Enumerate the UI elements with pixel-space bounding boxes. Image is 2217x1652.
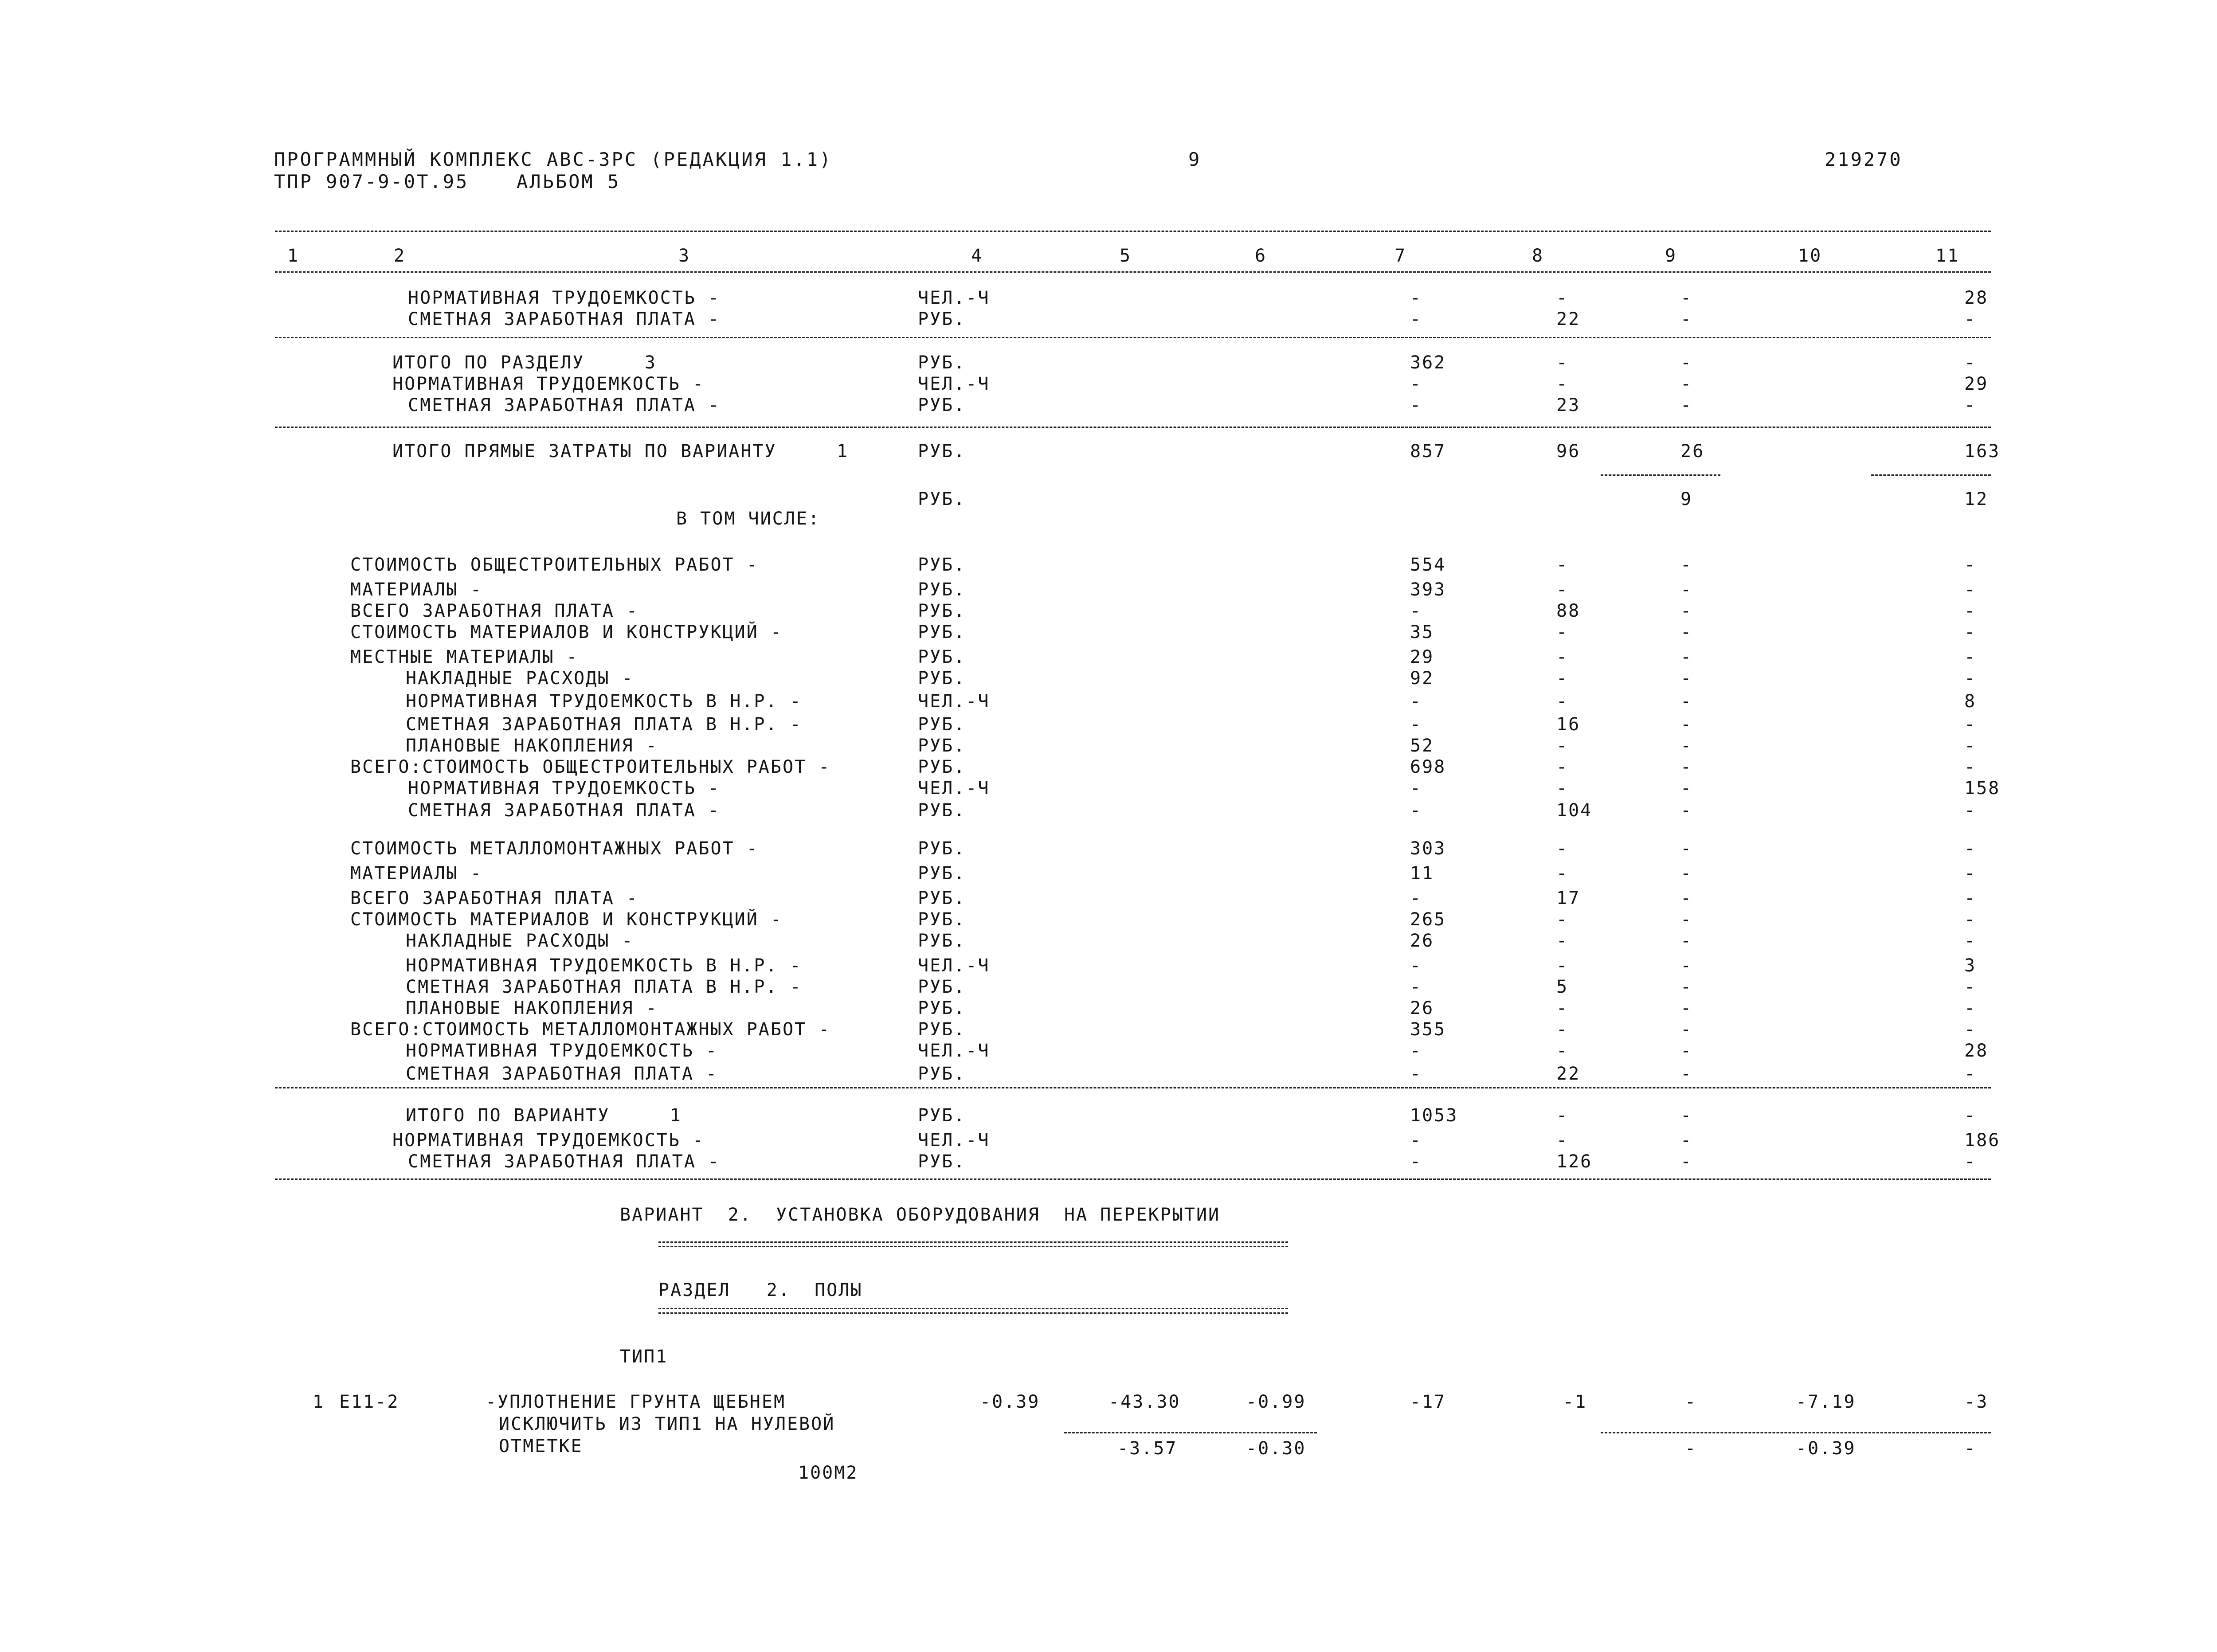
row-col9: - (1680, 309, 1693, 329)
row-col11: - (1964, 838, 1977, 859)
row-unit: РУБ. (918, 395, 966, 415)
row-col8: - (1556, 691, 1569, 712)
row-col7: - (1410, 800, 1422, 821)
item-name-line1: -УПЛОТНЕНИЕ ГРУНТА ЩЕБНЕМ (486, 1392, 786, 1412)
row-col9: - (1680, 555, 1693, 575)
row-label: СМЕТНАЯ ЗАРАБОТНАЯ ПЛАТА - (408, 800, 721, 821)
column-header-8: 8 (1532, 246, 1544, 266)
row-col7: 29 (1410, 647, 1434, 667)
row-col11: - (1964, 1019, 1977, 1040)
column-header-10: 10 (1798, 246, 1822, 266)
row-col9: - (1680, 714, 1693, 735)
row-col8: - (1556, 1019, 1569, 1040)
row-col11: - (1964, 668, 1977, 689)
row-col8: - (1556, 352, 1569, 373)
row-col8: - (1556, 909, 1569, 930)
row-unit: РУБ. (918, 888, 966, 908)
row-col7: - (1410, 374, 1422, 394)
row-unit: РУБ. (918, 998, 966, 1018)
row-unit: РУБ. (918, 909, 966, 930)
row-col11: - (1964, 998, 1977, 1018)
row-col8: - (1556, 622, 1569, 642)
item-col4: -0.39 (980, 1392, 1040, 1412)
row-col11: - (1964, 736, 1977, 756)
row-col7: 303 (1410, 838, 1446, 859)
item-col6-wages: -0.30 (1246, 1438, 1306, 1459)
item-subrule (1601, 1432, 1991, 1433)
row-col9: - (1680, 909, 1693, 930)
row-col7: - (1410, 1064, 1422, 1084)
row-col8: 16 (1556, 714, 1581, 735)
row-unit: РУБ. (918, 736, 966, 756)
section-rule (275, 427, 1991, 428)
row-unit: РУБ. (918, 800, 966, 821)
row-col7: - (1410, 714, 1422, 735)
table-bottom-rule (275, 1178, 1991, 1180)
section-underline (658, 1308, 1288, 1314)
subtotal-rule (1601, 474, 1720, 476)
page-number: 9 (1188, 149, 1202, 170)
row-label: ИТОГО ПО ВАРИАНТУ 1 (406, 1105, 682, 1126)
item-col5: -43.30 (1108, 1392, 1181, 1412)
item-col11: -3 (1964, 1392, 1989, 1412)
in-that-number-caption: В ТОМ ЧИСЛЕ: (676, 509, 820, 529)
row-col8: 23 (1556, 395, 1581, 415)
row-col9: - (1680, 838, 1693, 859)
row-col9: - (1680, 668, 1693, 689)
row-unit: РУБ. (918, 489, 966, 509)
row-col11: - (1964, 579, 1977, 600)
row-label: НОРМАТИВНАЯ ТРУДОЕМКОСТЬ - (408, 288, 721, 308)
row-col11: - (1964, 601, 1977, 621)
row-unit: ЧЕЛ.-Ч (918, 1130, 990, 1151)
row-label: СТОИМОСТЬ ОБЩЕСТРОИТЕЛЬНЫХ РАБОТ - (350, 555, 759, 575)
column-header-7: 7 (1394, 246, 1407, 266)
row-col7: - (1410, 888, 1422, 908)
row-col11: - (1964, 647, 1977, 667)
variant-title: ВАРИАНТ 2. УСТАНОВКА ОБОРУДОВАНИЯ НА ПЕРЕКРЫТИИ (620, 1205, 1221, 1225)
row-col7: 857 (1410, 441, 1446, 462)
row-col7: - (1410, 601, 1422, 621)
row-col9: - (1680, 888, 1693, 908)
row-col9: - (1680, 736, 1693, 756)
row-unit: РУБ. (918, 579, 966, 600)
column-header-3: 3 (678, 246, 691, 266)
row-col11: - (1964, 622, 1977, 642)
row-col11: - (1964, 800, 1977, 821)
item-col7: -17 (1410, 1392, 1446, 1412)
row-label: ИТОГО ПРЯМЫЕ ЗАТРАТЫ ПО ВАРИАНТУ 1 (392, 441, 849, 462)
row-unit: РУБ. (918, 838, 966, 859)
column-header-2: 2 (394, 246, 406, 266)
row-label: НОРМАТИВНАЯ ТРУДОЕМКОСТЬ - (392, 374, 705, 394)
row-col11: 158 (1964, 778, 2001, 799)
row-label: НОРМАТИВНАЯ ТРУДОЕМКОСТЬ В Н.Р. - (406, 955, 802, 976)
item-number: 1 (313, 1392, 325, 1412)
row-label: ИТОГО ПО РАЗДЕЛУ 3 (392, 352, 657, 373)
row-col11: - (1964, 1151, 1977, 1172)
row-col9: 26 (1680, 441, 1705, 462)
row-col8: 17 (1556, 888, 1581, 908)
row-col9: - (1680, 622, 1693, 642)
row-col9: - (1680, 1019, 1693, 1040)
row-unit: РУБ. (918, 1019, 966, 1040)
row-unit: РУБ. (918, 601, 966, 621)
row-col9: - (1680, 1151, 1693, 1172)
section-rule (275, 337, 1991, 338)
row-col9: - (1680, 863, 1693, 884)
row-col11: - (1964, 977, 1977, 997)
row-col8: 22 (1556, 309, 1581, 329)
item-col5-wages: -3.57 (1117, 1438, 1178, 1459)
row-col11: - (1964, 1105, 1977, 1126)
column-header-rule (275, 271, 1991, 273)
row-label: МАТЕРИАЛЫ - (350, 579, 482, 600)
row-label: СМЕТНАЯ ЗАРАБОТНАЯ ПЛАТА - (408, 395, 721, 415)
row-col11: 28 (1964, 1041, 1989, 1061)
row-col9: - (1680, 395, 1693, 415)
row-col8: - (1556, 374, 1569, 394)
row-unit: РУБ. (918, 647, 966, 667)
row-col11: - (1964, 1064, 1977, 1084)
row-col9: - (1680, 352, 1693, 373)
row-unit: РУБ. (918, 714, 966, 735)
column-header-4: 4 (971, 246, 983, 266)
row-label: ВСЕГО:СТОИМОСТЬ МЕТАЛЛОМОНТАЖНЫХ РАБОТ - (350, 1019, 831, 1040)
row-col8: - (1556, 757, 1569, 777)
row-col11: - (1964, 555, 1977, 575)
row-col9: - (1680, 1041, 1693, 1061)
row-col11: 28 (1964, 288, 1989, 308)
row-unit: РУБ. (918, 352, 966, 373)
row-col9: - (1680, 800, 1693, 821)
item-name-line2: ИСКЛЮЧИТЬ ИЗ ТИП1 НА НУЛЕВОЙ (499, 1414, 835, 1434)
row-label: СМЕТНАЯ ЗАРАБОТНАЯ ПЛАТА - (408, 309, 721, 329)
row-col8: 88 (1556, 601, 1581, 621)
row-unit: ЧЕЛ.-Ч (918, 288, 990, 308)
row-label: ВСЕГО ЗАРАБОТНАЯ ПЛАТА - (350, 601, 638, 621)
row-col7: 355 (1410, 1019, 1446, 1040)
row-col9: - (1680, 931, 1693, 951)
item-name-line3: ОТМЕТКЕ (499, 1436, 583, 1456)
row-unit: РУБ. (918, 1064, 966, 1084)
row-unit: РУБ. (918, 757, 966, 777)
row-label: СТОИМОСТЬ МАТЕРИАЛОВ И КОНСТРУКЦИЙ - (350, 909, 783, 930)
row-col9: - (1680, 1105, 1693, 1126)
variant-underline (658, 1241, 1288, 1247)
row-col11: - (1964, 931, 1977, 951)
row-unit: РУБ. (918, 555, 966, 575)
row-col7: - (1410, 1041, 1422, 1061)
row-col7: - (1410, 1130, 1422, 1151)
row-col9: - (1680, 288, 1693, 308)
row-col8: - (1556, 863, 1569, 884)
table-top-rule (275, 231, 1991, 232)
type-label: ТИП1 (620, 1347, 668, 1367)
item-col11-wages: - (1964, 1438, 1977, 1459)
item-unit: 100М2 (798, 1463, 858, 1483)
item-col9-wages: - (1685, 1438, 1697, 1459)
row-col11: - (1964, 757, 1977, 777)
row-col8: - (1556, 998, 1569, 1018)
row-col8: 126 (1556, 1151, 1593, 1172)
row-label: СМЕТНАЯ ЗАРАБОТНАЯ ПЛАТА - (408, 1151, 721, 1172)
row-col7: 362 (1410, 352, 1446, 373)
item-subrule (1064, 1432, 1317, 1433)
row-col8: - (1556, 838, 1569, 859)
row-label: СТОИМОСТЬ МЕТАЛЛОМОНТАЖНЫХ РАБОТ - (350, 838, 759, 859)
row-col9: - (1680, 691, 1693, 712)
item-col9: - (1685, 1392, 1697, 1412)
row-unit: ЧЕЛ.-Ч (918, 955, 990, 976)
row-label: МАТЕРИАЛЫ - (350, 863, 482, 884)
row-col8: - (1556, 288, 1569, 308)
row-col8: 104 (1556, 800, 1593, 821)
row-label: ВСЕГО ЗАРАБОТНАЯ ПЛАТА - (350, 888, 638, 908)
item-col10: -7.19 (1796, 1392, 1856, 1412)
row-col7: - (1410, 1151, 1422, 1172)
row-label: МЕСТНЫЕ МАТЕРИАЛЫ - (350, 647, 579, 667)
row-col7: 698 (1410, 757, 1446, 777)
row-unit: ЧЕЛ.-Ч (918, 1041, 990, 1061)
document-number: 219270 (1825, 149, 1903, 170)
row-col11: 3 (1964, 955, 1977, 976)
item-col10-wages: -0.39 (1796, 1438, 1856, 1459)
row-col7: 554 (1410, 555, 1446, 575)
row-col7: - (1410, 955, 1422, 976)
row-col9: - (1680, 1064, 1693, 1084)
row-unit: ЧЕЛ.-Ч (918, 374, 990, 394)
row-col9: - (1680, 601, 1693, 621)
row-label: ПЛАНОВЫЕ НАКОПЛЕНИЯ - (406, 998, 658, 1018)
item-col6: -0.99 (1246, 1392, 1306, 1412)
column-header-5: 5 (1120, 246, 1132, 266)
row-label: ВСЕГО:СТОИМОСТЬ ОБЩЕСТРОИТЕЛЬНЫХ РАБОТ - (350, 757, 831, 777)
row-col11: - (1964, 352, 1977, 373)
row-col7: 26 (1410, 931, 1434, 951)
row-col8: - (1556, 647, 1569, 667)
row-col7: 26 (1410, 998, 1434, 1018)
row-unit: ЧЕЛ.-Ч (918, 778, 990, 799)
row-col11: - (1964, 395, 1977, 415)
row-col11: - (1964, 909, 1977, 930)
row-col11: - (1964, 714, 1977, 735)
row-col11: - (1964, 888, 1977, 908)
column-header-1: 1 (287, 246, 300, 266)
row-label: НОРМАТИВНАЯ ТРУДОЕМКОСТЬ В Н.Р. - (406, 691, 802, 712)
row-col11: 29 (1964, 374, 1989, 394)
column-header-11: 11 (1935, 246, 1960, 266)
row-col8: - (1556, 555, 1569, 575)
row-col8: - (1556, 1130, 1569, 1151)
section-title: РАЗДЕЛ 2. ПОЛЫ (658, 1280, 863, 1300)
row-col9: - (1680, 977, 1693, 997)
row-col8: 5 (1556, 977, 1569, 997)
row-col7: 393 (1410, 579, 1446, 600)
row-label: НОРМАТИВНАЯ ТРУДОЕМКОСТЬ - (408, 778, 721, 799)
row-unit: РУБ. (918, 977, 966, 997)
row-unit: РУБ. (918, 1151, 966, 1172)
row-col11: - (1964, 863, 1977, 884)
row-col7: 11 (1410, 863, 1434, 884)
row-col7: - (1410, 309, 1422, 329)
subtotal-rule (1871, 474, 1991, 476)
row-col7: - (1410, 977, 1422, 997)
row-unit: РУБ. (918, 309, 966, 329)
row-col9: - (1680, 374, 1693, 394)
row-label: НАКЛАДНЫЕ РАСХОДЫ - (406, 931, 634, 951)
row-col7: - (1410, 778, 1422, 799)
row-col7: 52 (1410, 736, 1434, 756)
project-code: ТПР 907-9-0Т.95 (274, 171, 469, 192)
row-unit: РУБ. (918, 863, 966, 884)
row-label: НОРМАТИВНАЯ ТРУДОЕМКОСТЬ - (406, 1041, 718, 1061)
row-col8: 96 (1556, 441, 1581, 462)
section-rule (275, 1087, 1991, 1088)
row-label: ПЛАНОВЫЕ НАКОПЛЕНИЯ - (406, 736, 658, 756)
row-col11: - (1964, 309, 1977, 329)
row-col7: - (1410, 288, 1422, 308)
row-col8: - (1556, 931, 1569, 951)
row-col8: 22 (1556, 1064, 1581, 1084)
row-unit: РУБ. (918, 622, 966, 642)
row-col9: - (1680, 647, 1693, 667)
row-label: СМЕТНАЯ ЗАРАБОТНАЯ ПЛАТА - (406, 1064, 718, 1084)
row-col9: - (1680, 757, 1693, 777)
row-col11: 163 (1964, 441, 2001, 462)
row-col7: - (1410, 395, 1422, 415)
column-header-6: 6 (1255, 246, 1267, 266)
row-col9: 9 (1680, 489, 1693, 509)
row-unit: РУБ. (918, 441, 966, 462)
row-col8: - (1556, 579, 1569, 600)
row-col9: - (1680, 998, 1693, 1018)
album-label: АЛЬБОМ 5 (517, 171, 621, 192)
row-col9: - (1680, 778, 1693, 799)
row-col7: 1053 (1410, 1105, 1458, 1126)
row-col9: - (1680, 579, 1693, 600)
row-label: СТОИМОСТЬ МАТЕРИАЛОВ И КОНСТРУКЦИЙ - (350, 622, 783, 642)
row-col8: - (1556, 736, 1569, 756)
row-col11: 8 (1964, 691, 1977, 712)
row-col7: 265 (1410, 909, 1446, 930)
row-col11: 186 (1964, 1130, 2001, 1151)
column-header-9: 9 (1665, 246, 1677, 266)
program-title: ПРОГРАММНЫЙ КОМПЛЕКС АВС-3РС (РЕДАКЦИЯ 1.1) (274, 149, 833, 170)
row-col9: - (1680, 955, 1693, 976)
row-unit: РУБ. (918, 1105, 966, 1126)
row-col8: - (1556, 668, 1569, 689)
row-col7: 92 (1410, 668, 1434, 689)
row-col7: - (1410, 691, 1422, 712)
item-code: Е11-2 (339, 1392, 400, 1412)
row-label: СМЕТНАЯ ЗАРАБОТНАЯ ПЛАТА В Н.Р. - (406, 714, 802, 735)
row-col9: - (1680, 1130, 1693, 1151)
row-unit: РУБ. (918, 931, 966, 951)
row-col8: - (1556, 1041, 1569, 1061)
row-col11: 12 (1964, 489, 1989, 509)
row-col7: 35 (1410, 622, 1434, 642)
row-label: НАКЛАДНЫЕ РАСХОДЫ - (406, 668, 634, 689)
item-col8: -1 (1563, 1392, 1587, 1412)
row-unit: РУБ. (918, 668, 966, 689)
row-label: СМЕТНАЯ ЗАРАБОТНАЯ ПЛАТА В Н.Р. - (406, 977, 802, 997)
row-col8: - (1556, 1105, 1569, 1126)
row-unit: ЧЕЛ.-Ч (918, 691, 990, 712)
row-col8: - (1556, 778, 1569, 799)
row-col8: - (1556, 955, 1569, 976)
row-label: НОРМАТИВНАЯ ТРУДОЕМКОСТЬ - (392, 1130, 705, 1151)
